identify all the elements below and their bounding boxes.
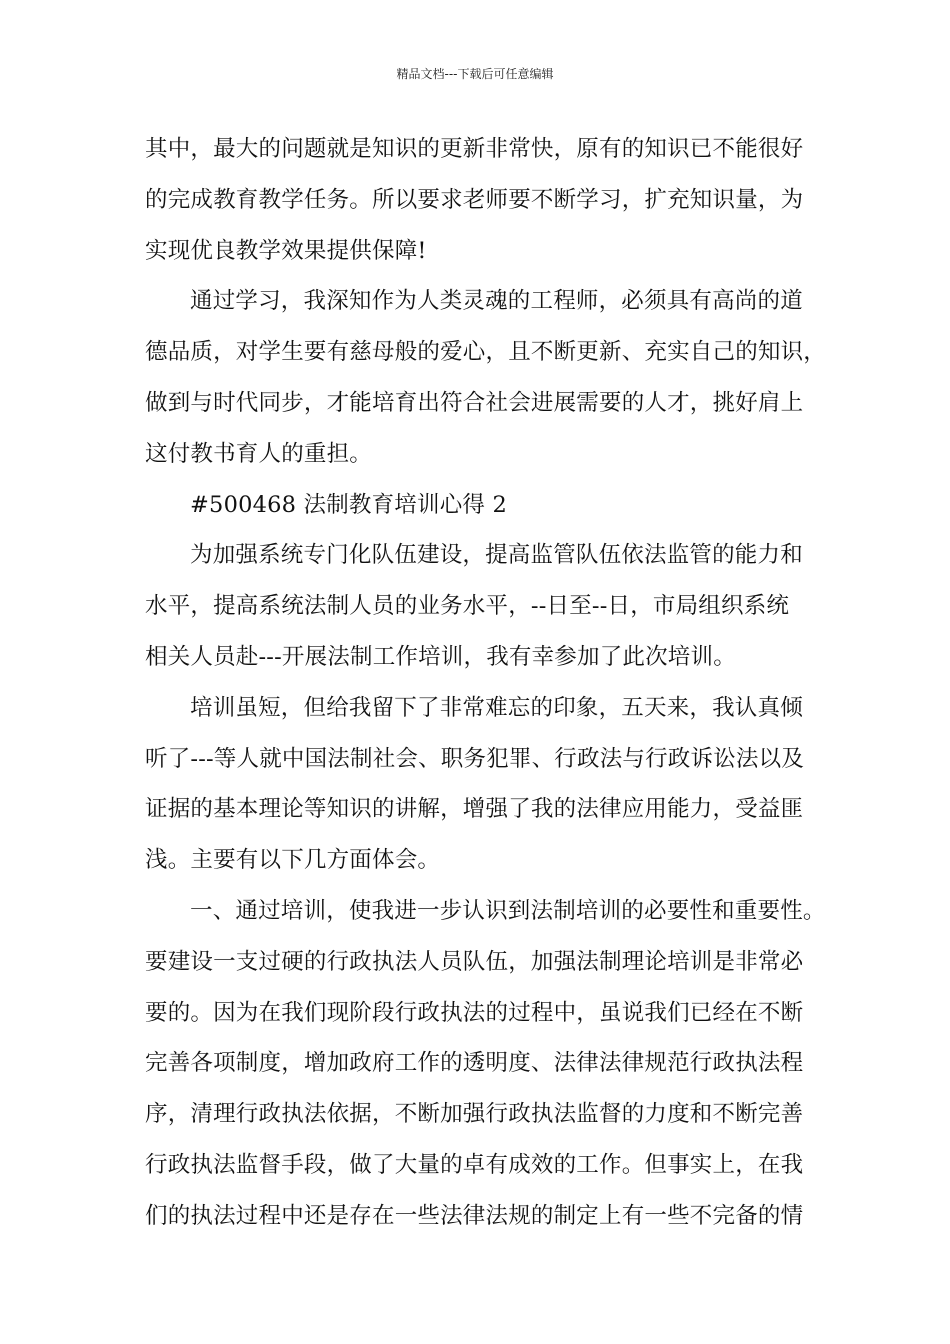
text-line: 其中，最大的问题就是知识的更新非常快，原有的知识已不能很好 — [145, 136, 804, 162]
text-line: 听了---等人就中国法制社会、职务犯罪、行政法与行政诉讼法以及 — [145, 745, 805, 772]
text-line: 做到与时代同步，才能培育出符合社会进展需要的人才，挑好肩上 — [145, 389, 804, 416]
page-header: 精品文档---下载后可任意编辑 — [396, 67, 554, 81]
text-line: 浅。主要有以下几方面体会。 — [145, 847, 441, 874]
document-body — [145, 124, 827, 1242]
text-line: 们的执法过程中还是存在一些法律法规的制定上有一些不完备的情 — [145, 1202, 804, 1229]
text-line: 实现优良教学效果提供保障! — [145, 237, 427, 264]
text-line: 要的。因为在我们现阶段行政执法的过程中，虽说我们已经在不断 — [145, 999, 804, 1026]
paragraph-first-line: 通过学习，我深知作为人类灵魂的工程师，必须具有高尚的道 — [190, 288, 803, 315]
text-line: 行政执法监督手段，做了大量的卓有成效的工作。但事实上，在我 — [145, 1151, 804, 1178]
section-heading: #500468 法制教育培训心得 2 — [190, 491, 507, 518]
text-line: 要建设一支过硬的行政执法人员队伍，加强法制理论培训是非常必 — [145, 948, 804, 975]
text-line: 这付教书育人的重担。 — [145, 440, 373, 467]
text-line: 的完成教育教学任务。所以要求老师要不断学习，扩充知识量，为 — [145, 186, 804, 213]
text-line: 水平，提高系统法制人员的业务水平，--日至--日，市局组织系统 — [145, 593, 790, 620]
text-line: 德品质，对学生要有慈母般的爱心，且不断更新、充实自己的知识， — [145, 339, 827, 366]
paragraph-first-line: 一、通过培训，使我进一步认识到法制培训的必要性和重要性。 — [190, 897, 826, 924]
paragraph-first-line: 培训虽短，但给我留下了非常难忘的印象，五天来，我认真倾 — [190, 694, 803, 721]
text-line: 证据的基本理论等知识的讲解，增强了我的法律应用能力，受益匪 — [145, 796, 804, 823]
text-line: 序，清理行政执法依据，不断加强行政执法监督的力度和不断完善 — [145, 1101, 804, 1128]
paragraph-first-line: 为加强系统专门化队伍建设，提高监管队伍依法监管的能力和 — [190, 542, 803, 569]
text-line: 相关人员赴---开展法制工作培训，我有幸参加了此次培训。 — [145, 643, 736, 670]
text-line: 完善各项制度，增加政府工作的透明度、法律法律规范行政执法程 — [145, 1050, 804, 1077]
